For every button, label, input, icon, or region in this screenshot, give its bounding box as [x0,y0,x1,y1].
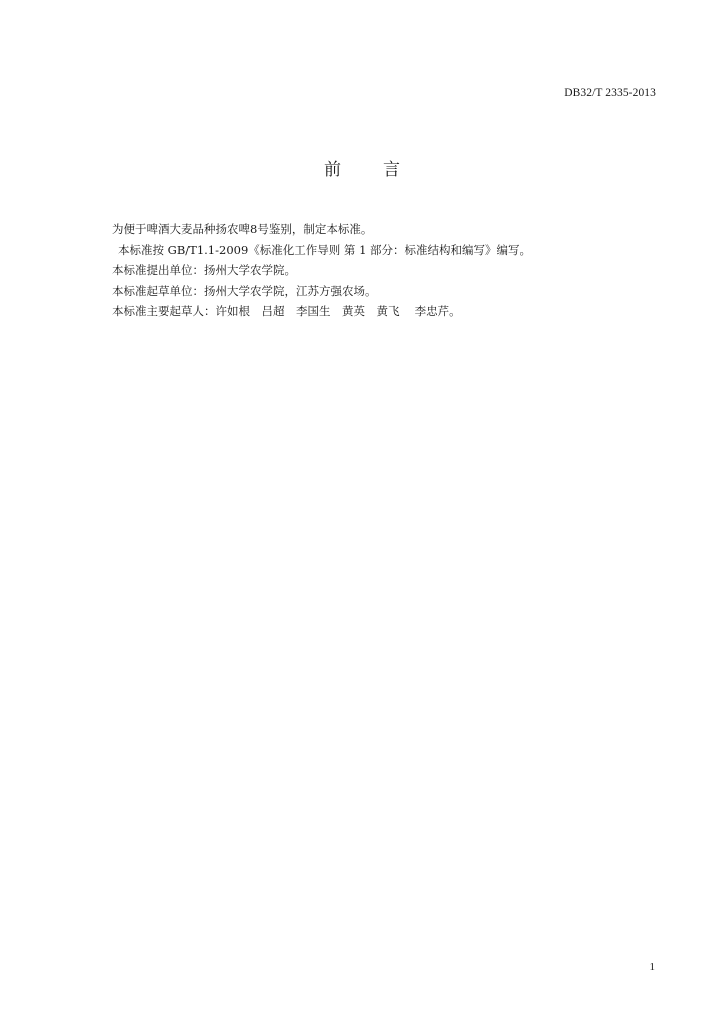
title-char-1: 前 [324,160,341,180]
paragraph-drafters: 本标准主要起草人：许如根 吕超 李国生 黄英 黄飞 李忠芹。 [112,304,461,318]
foreword-body [112,219,672,322]
title-char-2: 言 [383,160,400,180]
paragraph-drafting-unit: 本标准起草单位：扬州大学农学院，江苏方强农场。 [112,283,377,298]
page-title [0,155,724,180]
paragraph-proposer: 本标准提出单位：扬州大学农学院。 [112,263,296,277]
paragraph-drafting-rules: 本标准按 GB/T1.1-2009《标准化工作导则 第 1 部分：标准结构和编写》编写。 [118,242,532,257]
page-number: 1 [649,961,655,973]
standard-code: DB32/T 2335-2013 [564,87,656,99]
paragraph-purpose: 为便于啤酒大麦品种扬农啤8号鉴别，制定本标准。 [112,222,373,236]
